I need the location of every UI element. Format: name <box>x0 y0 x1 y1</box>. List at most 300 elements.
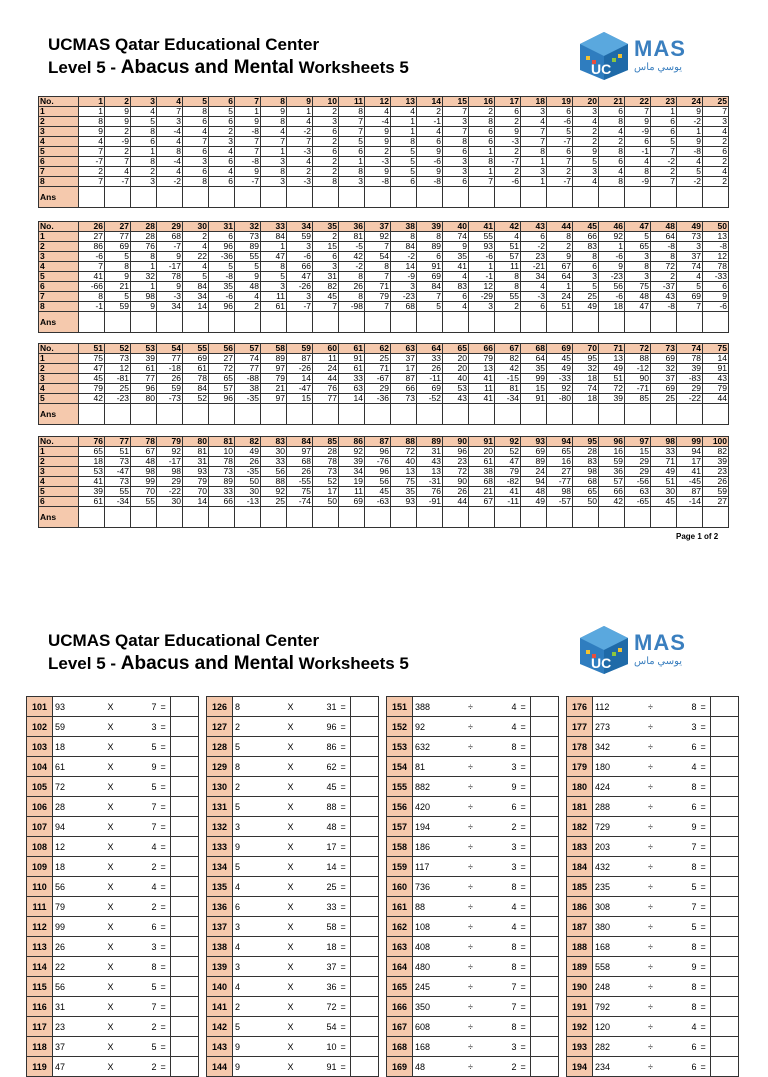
number-cell: 3 <box>625 252 651 262</box>
operand-b: 8 <box>485 1017 519 1037</box>
number-cell: -57 <box>547 497 573 507</box>
question-row <box>207 957 379 977</box>
center-title-2: UCMAS Qatar Educational Center <box>48 631 320 650</box>
svg-text:UC: UC <box>591 655 612 671</box>
number-cell: 2 <box>313 137 339 147</box>
operator: ÷ <box>457 697 485 717</box>
equals-sign: = <box>519 757 531 777</box>
number-cell: 87 <box>391 374 417 384</box>
number-cell: 92 <box>547 384 573 394</box>
operand-b: 33 <box>305 897 339 917</box>
number-cell: 5 <box>391 147 417 157</box>
number-cell: 8 <box>131 157 157 167</box>
row-index: 6 <box>39 282 79 292</box>
operand-b: 3 <box>125 717 159 737</box>
answer-cell <box>105 404 131 425</box>
number-cell: 40 <box>443 374 469 384</box>
answer-cell <box>531 977 559 997</box>
operand-b: 9 <box>665 817 699 837</box>
equals-sign: = <box>159 917 171 937</box>
number-cell: 82 <box>495 354 521 364</box>
number-cell: 97 <box>287 447 313 457</box>
number-cell: -9 <box>391 272 417 282</box>
logo-cube-icon <box>578 624 630 676</box>
number-cell: -7 <box>547 137 573 147</box>
number-cell: -8 <box>235 157 261 167</box>
question-row <box>567 757 739 777</box>
number-cell: 6 <box>313 147 339 157</box>
number-cell: 4 <box>677 272 703 282</box>
number-cell: 4 <box>157 137 183 147</box>
answer-cell <box>171 897 199 917</box>
answer-cell <box>105 187 131 208</box>
number-cell: 96 <box>365 467 391 477</box>
answer-cell <box>171 777 199 797</box>
number-cell: 8 <box>261 262 287 272</box>
operator: ÷ <box>457 717 485 737</box>
number-cell: -3 <box>521 292 547 302</box>
number-cell: 8 <box>105 262 131 272</box>
exercise-number: 72 <box>625 344 651 354</box>
answer-cell <box>651 312 677 333</box>
answer-cell <box>339 404 365 425</box>
ans-label: Ans <box>39 404 79 425</box>
number-cell: 34 <box>157 302 183 312</box>
answer-cell <box>261 507 287 528</box>
number-cell: 89 <box>235 242 261 252</box>
number-cell: 8 <box>625 167 651 177</box>
number-cell: 3 <box>469 302 495 312</box>
number-cell: 7 <box>365 242 391 252</box>
number-cell: 53 <box>79 467 105 477</box>
exercise-number: 82 <box>235 437 261 447</box>
number-cell: 6 <box>469 137 495 147</box>
equals-sign: = <box>159 997 171 1017</box>
equals-sign: = <box>699 717 711 737</box>
number-cell: -2 <box>157 177 183 187</box>
number-cell: 68 <box>287 457 313 467</box>
question-number: 165 <box>387 977 413 997</box>
exercise-number: 55 <box>183 344 209 354</box>
answer-row <box>39 507 729 528</box>
number-cell: -33 <box>547 374 573 384</box>
answer-cell <box>495 507 521 528</box>
operand-b: 8 <box>485 877 519 897</box>
number-cell: 77 <box>157 354 183 364</box>
question-column-126 <box>206 696 379 1077</box>
question-number: 182 <box>567 817 593 837</box>
operand-b: 7 <box>485 977 519 997</box>
number-cell: 30 <box>157 497 183 507</box>
number-cell: 5 <box>105 252 131 262</box>
exercise-number: 50 <box>703 222 729 232</box>
number-cell: 8 <box>339 107 365 117</box>
number-cell: -3 <box>157 292 183 302</box>
operand-a: 792 <box>593 997 637 1017</box>
question-row <box>387 757 559 777</box>
question-number: 112 <box>27 917 53 937</box>
number-cell: 6 <box>339 147 365 157</box>
answer-cell <box>351 797 379 817</box>
number-cell: 90 <box>625 374 651 384</box>
number-cell: -98 <box>339 302 365 312</box>
exercise-number: 29 <box>157 222 183 232</box>
number-cell: 2 <box>365 147 391 157</box>
number-row <box>39 447 729 457</box>
question-number: 111 <box>27 897 53 917</box>
equals-sign: = <box>519 897 531 917</box>
number-cell: 29 <box>157 477 183 487</box>
question-row <box>387 997 559 1017</box>
exercise-number: 16 <box>469 97 495 107</box>
number-cell: -55 <box>287 477 313 487</box>
number-cell: -21 <box>521 262 547 272</box>
exercise-number: 96 <box>599 437 625 447</box>
operand-a: 408 <box>413 937 457 957</box>
equals-sign: = <box>339 757 351 777</box>
question-row <box>27 857 199 877</box>
number-cell: -26 <box>287 282 313 292</box>
operator: ÷ <box>457 1057 485 1077</box>
number-cell: 39 <box>79 487 105 497</box>
number-cell: 8 <box>651 252 677 262</box>
number-cell: -45 <box>677 477 703 487</box>
exercise-number: 58 <box>261 344 287 354</box>
question-row <box>27 817 199 837</box>
equals-sign: = <box>699 1057 711 1077</box>
number-cell: -3 <box>495 137 521 147</box>
number-cell: 6 <box>209 232 235 242</box>
number-cell: 6 <box>443 147 469 157</box>
question-row <box>207 757 379 777</box>
equals-sign: = <box>699 797 711 817</box>
operand-a: 282 <box>593 1037 637 1057</box>
number-cell: 82 <box>703 447 729 457</box>
number-cell: 59 <box>703 487 729 497</box>
operand-a: 8 <box>233 757 277 777</box>
equals-sign: = <box>699 737 711 757</box>
operator: X <box>277 817 305 837</box>
exercise-number: 30 <box>183 222 209 232</box>
question-row <box>567 977 739 997</box>
equals-sign: = <box>699 777 711 797</box>
number-cell: 65 <box>573 487 599 497</box>
number-cell: -81 <box>105 374 131 384</box>
operand-a: 2 <box>233 717 277 737</box>
operand-b: 6 <box>665 797 699 817</box>
answer-cell <box>531 777 559 797</box>
exercise-number: 19 <box>547 97 573 107</box>
number-cell: 2 <box>495 147 521 157</box>
operand-b: 54 <box>305 1017 339 1037</box>
number-cell: 14 <box>287 374 313 384</box>
exercise-number: 17 <box>495 97 521 107</box>
answer-cell <box>365 312 391 333</box>
number-cell: 43 <box>417 457 443 467</box>
operator: X <box>277 737 305 757</box>
equals-sign: = <box>159 857 171 877</box>
number-cell: 8 <box>131 127 157 137</box>
equals-sign: = <box>699 937 711 957</box>
operator: X <box>97 737 125 757</box>
header-row <box>39 222 729 232</box>
answer-cell <box>495 312 521 333</box>
ucmas-logo <box>578 30 718 82</box>
answer-cell <box>351 757 379 777</box>
number-cell: 85 <box>625 394 651 404</box>
answer-cell <box>339 312 365 333</box>
number-cell: 1 <box>677 127 703 137</box>
number-cell: 72 <box>599 384 625 394</box>
number-cell: 77 <box>313 394 339 404</box>
operator: X <box>277 777 305 797</box>
number-cell: -7 <box>235 177 261 187</box>
operand-b: 8 <box>485 737 519 757</box>
number-cell: 6 <box>651 127 677 137</box>
equals-sign: = <box>699 917 711 937</box>
number-cell: 9 <box>105 272 131 282</box>
answer-cell <box>711 1057 739 1077</box>
svg-text:UC: UC <box>591 61 612 77</box>
operand-a: 432 <box>593 857 637 877</box>
number-cell: 1 <box>599 242 625 252</box>
question-number: 132 <box>207 817 233 837</box>
exercise-number: 93 <box>521 437 547 447</box>
exercise-number: 23 <box>651 97 677 107</box>
exercise-number: 14 <box>417 97 443 107</box>
operand-a: 194 <box>413 817 457 837</box>
operand-a: 93 <box>53 697 97 717</box>
exercise-number: 44 <box>547 222 573 232</box>
answer-cell <box>351 717 379 737</box>
number-cell: 93 <box>391 497 417 507</box>
question-number: 188 <box>567 937 593 957</box>
number-cell: 65 <box>209 374 235 384</box>
number-cell: 7 <box>469 177 495 187</box>
question-number: 142 <box>207 1017 233 1037</box>
operand-a: 26 <box>53 937 97 957</box>
operator: X <box>97 1057 125 1077</box>
question-row <box>567 897 739 917</box>
operand-b: 6 <box>665 1037 699 1057</box>
number-cell: 6 <box>521 302 547 312</box>
number-cell: 78 <box>703 262 729 272</box>
number-cell: 71 <box>651 457 677 467</box>
number-cell: 4 <box>365 107 391 117</box>
operand-a: 3 <box>233 817 277 837</box>
number-cell: 96 <box>209 302 235 312</box>
number-cell: 9 <box>365 137 391 147</box>
answer-cell <box>351 937 379 957</box>
exercise-number: 99 <box>677 437 703 447</box>
number-cell: -7 <box>79 157 105 167</box>
equals-sign: = <box>159 777 171 797</box>
number-cell: 74 <box>235 354 261 364</box>
question-number: 126 <box>207 697 233 717</box>
number-cell: 36 <box>599 467 625 477</box>
operator: X <box>97 1017 125 1037</box>
number-cell: -67 <box>365 374 391 384</box>
answer-cell <box>711 737 739 757</box>
equals-sign: = <box>339 1037 351 1057</box>
question-number: 177 <box>567 717 593 737</box>
question-number: 102 <box>27 717 53 737</box>
answer-cell <box>351 817 379 837</box>
number-cell: 11 <box>469 384 495 394</box>
number-cell: 10 <box>209 447 235 457</box>
number-cell: 18 <box>573 394 599 404</box>
number-cell: 3 <box>313 262 339 272</box>
number-cell: 6 <box>599 107 625 117</box>
question-row <box>27 917 199 937</box>
number-cell: 56 <box>365 477 391 487</box>
exercise-number: 4 <box>157 97 183 107</box>
number-cell: 72 <box>443 467 469 477</box>
number-cell: 1 <box>651 107 677 117</box>
number-cell: 8 <box>157 147 183 157</box>
number-cell: -8 <box>703 242 729 252</box>
answer-cell <box>703 312 729 333</box>
number-cell: -2 <box>677 117 703 127</box>
number-cell: 39 <box>131 354 157 364</box>
question-row <box>27 737 199 757</box>
question-row <box>27 977 199 997</box>
number-cell: 4 <box>443 302 469 312</box>
number-cell: 52 <box>183 394 209 404</box>
number-cell: 92 <box>365 232 391 242</box>
number-cell: 24 <box>521 467 547 477</box>
question-number: 185 <box>567 877 593 897</box>
number-cell: -12 <box>625 364 651 374</box>
number-row <box>39 107 729 117</box>
answer-cell <box>531 817 559 837</box>
page-header <box>48 34 409 80</box>
exercise-number: 22 <box>625 97 651 107</box>
operator: ÷ <box>637 797 665 817</box>
number-cell: 44 <box>703 394 729 404</box>
number-cell: 2 <box>703 157 729 167</box>
operand-a: 12 <box>53 837 97 857</box>
number-cell: 97 <box>261 364 287 374</box>
operand-a: 28 <box>53 797 97 817</box>
number-cell: 9 <box>235 167 261 177</box>
operand-a: 94 <box>53 817 97 837</box>
operand-b: 6 <box>665 1057 699 1077</box>
number-cell: 2 <box>651 167 677 177</box>
number-cell: 5 <box>677 167 703 177</box>
exercise-number: 75 <box>703 344 729 354</box>
operator: X <box>97 817 125 837</box>
equals-sign: = <box>339 717 351 737</box>
answer-cell <box>547 507 573 528</box>
operator: X <box>277 977 305 997</box>
operator: X <box>97 997 125 1017</box>
number-cell: -8 <box>677 147 703 157</box>
operator: ÷ <box>637 777 665 797</box>
number-cell: 65 <box>79 447 105 457</box>
number-cell: 26 <box>703 477 729 487</box>
question-number: 183 <box>567 837 593 857</box>
equals-sign: = <box>159 697 171 717</box>
question-number: 129 <box>207 757 233 777</box>
header-row <box>39 437 729 447</box>
answer-cell <box>531 937 559 957</box>
answer-cell <box>171 797 199 817</box>
number-cell: 88 <box>625 354 651 364</box>
operator: X <box>97 797 125 817</box>
exercise-number: 89 <box>417 437 443 447</box>
exercise-number: 33 <box>261 222 287 232</box>
operator: ÷ <box>457 897 485 917</box>
row-index: 5 <box>39 147 79 157</box>
number-cell: 73 <box>677 232 703 242</box>
number-row <box>39 177 729 187</box>
answer-cell <box>417 312 443 333</box>
number-cell: 3 <box>183 157 209 167</box>
number-cell: -4 <box>365 117 391 127</box>
exercise-number: 88 <box>391 437 417 447</box>
operand-a: 92 <box>413 717 457 737</box>
question-number: 135 <box>207 877 233 897</box>
number-cell: 37 <box>677 252 703 262</box>
question-row <box>207 997 379 1017</box>
number-cell: 9 <box>677 107 703 117</box>
number-cell: 42 <box>79 394 105 404</box>
question-row <box>27 1037 199 1057</box>
operand-b: 8 <box>485 937 519 957</box>
answer-row <box>39 312 729 333</box>
exercise-number: 3 <box>131 97 157 107</box>
number-cell: 13 <box>703 232 729 242</box>
number-cell: 42 <box>495 364 521 374</box>
question-row <box>567 737 739 757</box>
answer-cell <box>351 917 379 937</box>
answer-cell <box>443 507 469 528</box>
question-row <box>207 877 379 897</box>
number-cell: 7 <box>183 137 209 147</box>
answer-cell <box>711 777 739 797</box>
number-cell: -56 <box>625 477 651 487</box>
operand-b: 3 <box>125 937 159 957</box>
question-row <box>27 937 199 957</box>
logo-text: MAS <box>634 630 686 655</box>
exercise-number: 67 <box>495 344 521 354</box>
number-cell: 9 <box>235 117 261 127</box>
number-cell: 7 <box>287 137 313 147</box>
number-cell: 68 <box>157 232 183 242</box>
operand-b: 3 <box>485 837 519 857</box>
number-cell: 4 <box>183 127 209 137</box>
operator: X <box>97 777 125 797</box>
question-number: 163 <box>387 937 413 957</box>
equals-sign: = <box>699 997 711 1017</box>
number-cell: 42 <box>599 497 625 507</box>
question-number: 160 <box>387 877 413 897</box>
operand-b: 8 <box>665 937 699 957</box>
number-cell: 3 <box>261 282 287 292</box>
no-label: No. <box>39 344 79 354</box>
row-index: 2 <box>39 457 79 467</box>
number-cell: 8 <box>573 252 599 262</box>
number-row <box>39 354 729 364</box>
number-cell: 7 <box>417 292 443 302</box>
number-cell: 8 <box>131 252 157 262</box>
number-cell: 26 <box>235 457 261 467</box>
number-cell: 23 <box>703 467 729 477</box>
question-number: 144 <box>207 1057 233 1077</box>
exercise-number: 38 <box>391 222 417 232</box>
number-cell: -2 <box>391 252 417 262</box>
